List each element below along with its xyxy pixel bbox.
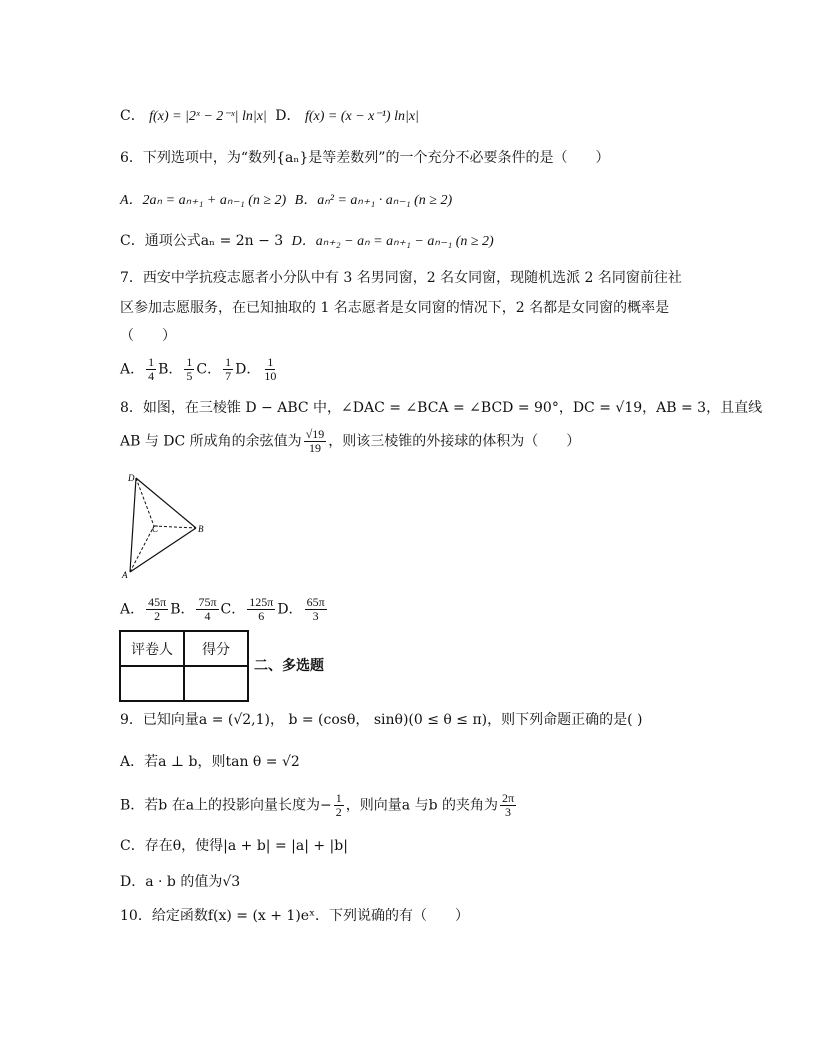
q5-option-d-expr: f(x) = (x − x⁻¹) ln|x| [304,109,419,124]
q7-option-a: A． $\frac{1}{4}$ [120,355,155,383]
score-table-header-grader: 评卷人 [120,631,184,666]
q6-option-c: C．通项公式aₙ = 2n − 3 [120,233,284,249]
vertex-label-a: A [122,570,128,580]
edge-ac [130,526,154,572]
vertex-label-b: B [198,524,204,534]
tetrahedron-figure [118,470,218,582]
q5-option-c-expr: f(x) = |2ˣ − 2⁻ˣ| ln|x| [149,109,267,124]
q7-line2: 区参加志愿服务，在已知抽取的 1 名志愿者是女同窗的情况下，2 名都是女同窗的概率是 [120,300,670,316]
q6-stem: 6．下列选项中，为“数列{aₙ}是等差数列”的一个充分不必要条件的是（ ） [120,150,610,166]
q9-option-c: C．存在θ，使得|a + b| = |a| + |b| [120,838,348,854]
q8-option-a: A． $\frac{45\pi}{2}$ [120,595,167,623]
q8-option-c: C． $\frac{125\pi}{6}$ [220,595,274,623]
q6-option-d: D．aₙ₊₂ − aₙ = aₙ₊₁ − aₙ₋₁ (n ≥ 2) [291,234,494,249]
section-title-multi-choice: 二、多选题 [254,658,324,674]
q5-option-d-label: D． [275,108,301,124]
vertex-label-c: C [152,524,159,534]
q9-option-a: A．若a ⊥ b，则tan θ = √2 [120,754,300,770]
q6-option-b: B．aₙ² = aₙ₊₁ · aₙ₋₁ (n ≥ 2) [294,193,453,208]
q9-stem: 9．已知向量a = (√2,1)， b = (cosθ， sinθ)(0 ≤ θ ≤ π)，则下列命题正确的是( ) [120,712,643,728]
q5-option-c-label: C． [120,108,145,124]
q5-options-cd [120,106,419,127]
q9-option-b: B．若b 在a上的投影向量长度为− $\frac{1}{2}$ ，则向量a 与b 的夹角为 $\frac{2\pi}{3}$ [120,791,515,819]
score-table-cell-grader [120,666,184,701]
q7-line3: （ ） [120,328,176,344]
q10-stem: 10．给定函数f(x) = (x + 1)eˣ．下列说确的有（ ） [120,908,470,924]
edge-ab [130,528,196,572]
q8-line1: 8．如图，在三棱锥 D − ABC 中，∠DAC = ∠BCA = ∠BCD = 90°，DC = √19，AB = 3，且直线 [120,400,763,416]
edge-da [130,478,136,572]
q7-option-c: C． $\frac{1}{7}$ [196,355,232,383]
vertex-label-d: D [128,473,135,483]
q6-options-cd [120,231,494,252]
q8-option-d: D． $\frac{65\pi}{3}$ [277,595,325,623]
q8-line2: AB 与 DC 所成角的余弦值为 $\frac{√19}{19}$ ，则该三棱锥的外接球的体积为（ ） [120,427,581,455]
q8-options [120,596,329,623]
q7-option-d: D． $\frac{1}{10}$ [235,355,277,383]
q6-option-a: A．2aₙ = aₙ₊₁ + aₙ₋₁ (n ≥ 2) [120,193,287,208]
q8-option-b: B． $\frac{75\pi}{4}$ [170,595,217,623]
q6-options-ab [120,190,452,211]
score-table-cell-score [184,666,248,701]
q7-line1: 7．西安中学抗疫志愿者小分队中有 3 名男同窗，2 名女同窗，现随机选派 2 名同窗前往社 [120,270,682,286]
q7-options [120,356,280,383]
edge-cb [154,526,196,528]
score-table [119,630,249,702]
q7-option-b: B． $\frac{1}{5}$ [158,355,193,383]
q9-option-d: D．a · b 的值为√3 [120,874,241,890]
score-table-header-score: 得分 [184,631,248,666]
